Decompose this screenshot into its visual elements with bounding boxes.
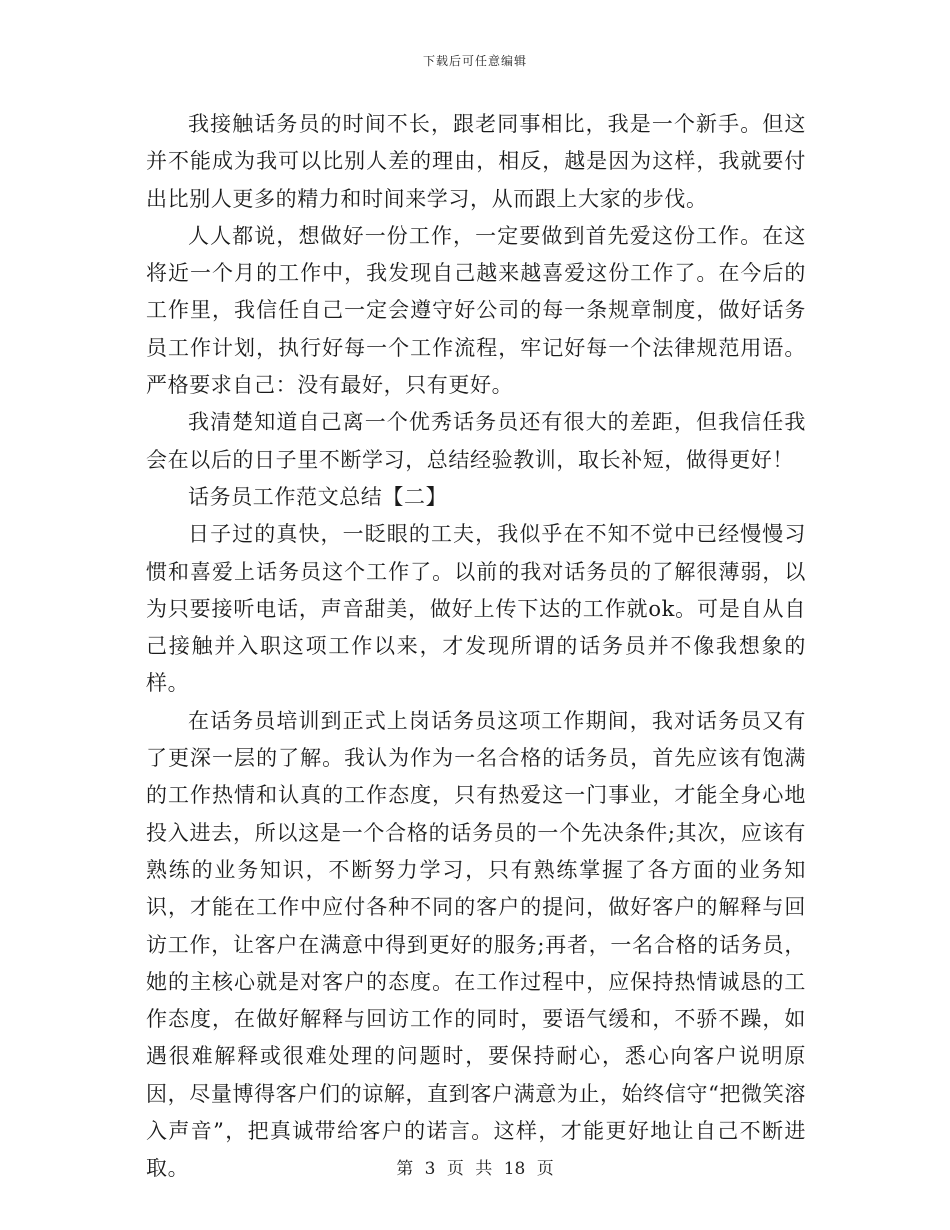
section-heading: 话务员工作范文总结【二】: [188, 484, 448, 509]
page-header-note: 下载后可任意编辑: [422, 54, 527, 68]
document-body: [146, 106, 806, 1188]
paragraph-3: 我清楚知道自己离一个优秀话务员还有很大的差距，但我信任我会在以后的日子里不断学习，总结经验教训，取长补短，做得更好！: [146, 410, 806, 472]
paragraph-1: 我接触话务员的时间不长，跟老同事相比，我是一个新手。但这并不能成为我可以比别人差的理由，相反，越是因为这样，我就要付出比别人更多的精力和时间来学习，从而跟上大家的步伐。: [146, 112, 806, 211]
paragraph-2: 人人都说，想做好一份工作，一定要做到首先爱这份工作。在这将近一个月的工作中，我发现自己越来越喜爱这份工作了。在今后的工作里，我信任自己一定会遵守好公司的每一条规章制度，做好话务员工作计划，执行好每一个工作流程，牢记好每一个法律规范用语。严格要求自己：没有最好，只有更好。: [146, 223, 806, 398]
paragraph-5: 在话务员培训到正式上岗话务员这项工作期间，我对话务员又有了更深一层的了解。我认为作为一名合格的话务员，首先应该有饱满的工作热情和认真的工作态度，只有热爱这一门事业，才能全身心地投入进去，所以这是一个合格的话务员的一个先决条件;其次，应该有熟练的业务知识，不断努力学习，只有熟练掌握了各方面的业务知识，才能在工作中应付各种不同的客户的提问，做好客户的解释与回访工作，让客户在满意中得到更好的服务;再者，一名合格的话务员，她的主核心就是对客户的态度。在工作过程中，应保持热情诚恳的工作态度，在做好解释与回访工作的同时，要语气缓和，不骄不躁，如遇很难解释或很难处理的问题时，要保持耐心，悉心向客户说明原因，尽量博得客户们的谅解，直到客户满意为止，始终信守“把微笑溶入声音”，把真诚带给客户的诺言。这样，才能更好地让自己不断进取。: [146, 708, 806, 1181]
page-number-footer: 第 3 页 共 18 页: [396, 1159, 554, 1179]
paragraph-4: 日子过的真快，一眨眼的工夫，我似乎在不知不觉中已经慢慢习惯和喜爱上话务员这个工作了。以前的我对话务员的了解很薄弱，以为只要接听电话，声音甜美，做好上传下达的工作就ok。可是自从自己接触并入职这项工作以来，才发现所谓的话务员并不像我想象的样。: [146, 522, 806, 696]
